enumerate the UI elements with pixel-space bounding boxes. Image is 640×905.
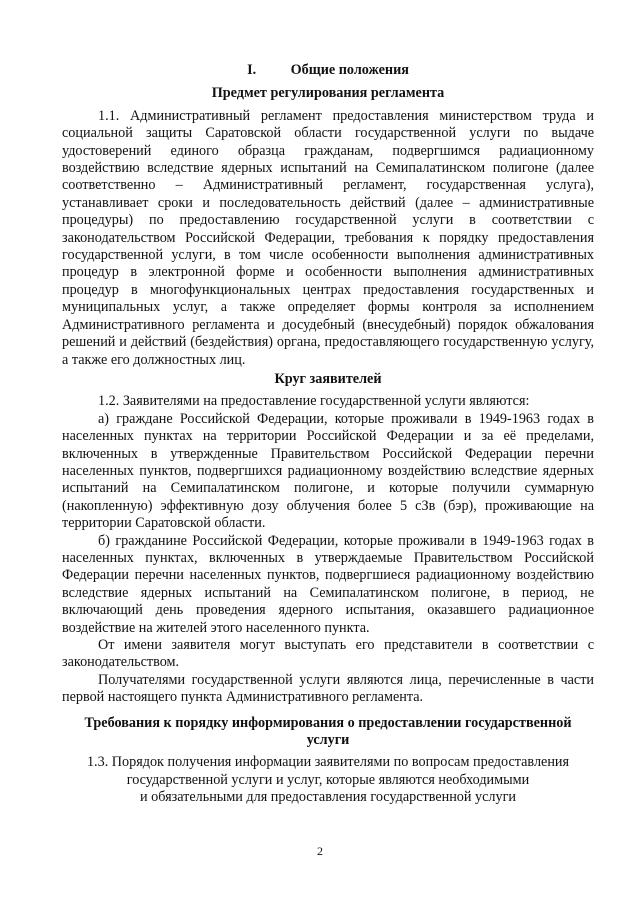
paragraph-1-3-line: государственной услуги и услуг, которые являются необходимыми bbox=[126, 771, 530, 788]
page-content bbox=[62, 62, 594, 807]
paragraph-1-2-b: б) гражданине Российской Федерации, которые проживали в 1949-1963 годах в населенных пунктах, включенных в утверждаемые Правительством Российской Федерации перечни населенных пунктов, подвергшиеся радиационному воздействию вследствие ядерных испытаний на Семипалатинском полигоне, в период, не включающий день проведения ядерного испытания, оказавшего радиационное воздействие на жителей этого населенного пункта. bbox=[62, 532, 594, 636]
paragraph-representatives: От имени заявителя могут выступать его представители в соответствии с законодательством. bbox=[62, 637, 594, 671]
section-number: I. bbox=[247, 62, 257, 78]
paragraph-1-2: 1.2. Заявителями на предоставление государственной услуги являются: bbox=[98, 393, 530, 410]
section-title: Общие положения bbox=[290, 62, 409, 78]
subsection-heading-regulation-subject: Предмет регулирования регламента bbox=[211, 85, 445, 102]
paragraph-1-1: 1.1. Административный регламент предоставления министерством труда и социальной защиты Саратовской области государственной услуги по выдаче удостоверений единого образца гражданам, подвергшимся радиационному воздействию вследствие ядерных испытаний на Семипалатинском полигоне (далее соответственно – Административный регламент, государственная услуга), устанавливает сроки и последовательность действий (далее – административные процедуры) по предоставлению государственной услуги в соответствии с законодательством Российской Федерации, требования к порядку предоставления государственной услуги, в том числе особенности выполнения административных процедур в электронной форме и особенности выполнения административных процедур в многофункциональных центрах предоставления государственных и муниципальных услуг, а также определяет формы контроля за исполнением Административного регламента и досудебный (внесудебный) порядок обжалования решений и действий (бездействия) органа, предоставляющего государственную услугу, а также его должностных лиц. bbox=[62, 107, 594, 368]
paragraph-1-3-line: 1.3. Порядок получения информации заявителями по вопросам предоставления bbox=[86, 754, 570, 771]
paragraph-recipients: Получателями государственной услуги являются лица, перечисленные в части первой настоящего пункта Административного регламента. bbox=[62, 671, 594, 706]
page-number: 2 bbox=[317, 844, 323, 858]
section-heading bbox=[62, 62, 594, 79]
subsection-heading-applicants: Круг заявителей bbox=[274, 370, 382, 387]
paragraph-1-2-a: а) граждане Российской Федерации, которые проживали в 1949-1963 годах в населенных пунктах на территории Российской Федерации и за её пределами, включенных в утвержденные Правительством Российской Федерации перечни населенных пунктов, подвергшихся радиационному воздействию вследствие ядерных испытаний на Семипалатинском полигоне, и которые получили суммарную (накопленную) эффективную дозу облучения более 5 сЗв (бэр), проживающие на территории Саратовской области. bbox=[62, 410, 594, 532]
paragraph-1-3-line: и обязательными для предоставления государственной услуги bbox=[139, 789, 517, 806]
paragraph-1-3 bbox=[62, 754, 594, 806]
subsection-heading-informing: Требования к порядку информирования о предоставлении государственной услуги bbox=[84, 714, 572, 749]
